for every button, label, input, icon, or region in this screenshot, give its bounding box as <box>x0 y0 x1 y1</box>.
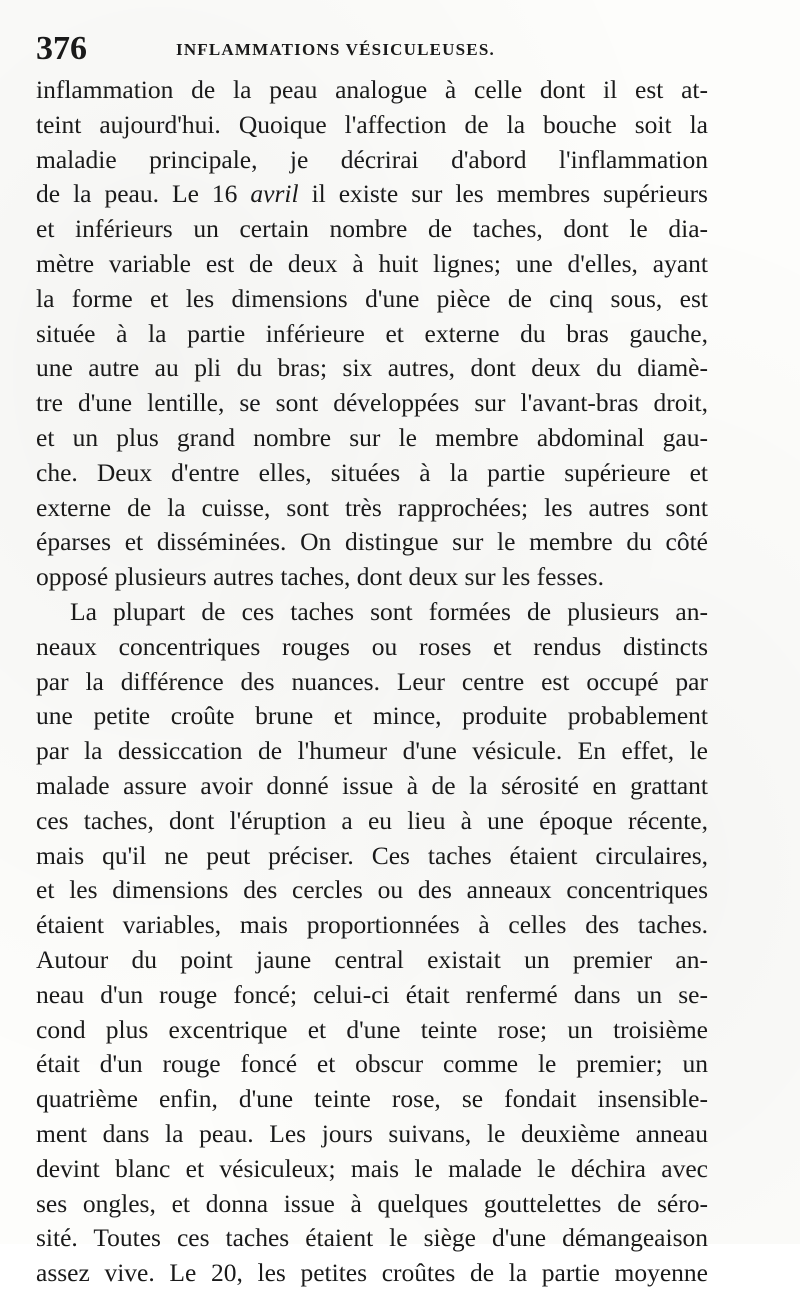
text-line: éparses et disséminées. On distingue sur le membre du côté <box>36 527 708 557</box>
text-line: ment dans la peau. Les jours suivans, le deuxième anneau <box>36 1118 708 1148</box>
text-line: La plupart de ces taches sont formées de plusieurs an- <box>70 596 708 626</box>
text-line: était d'un rouge foncé et obscur comme le premier; un <box>36 1049 708 1079</box>
running-title: INFLAMMATIONS VÉSICULEUSES. <box>176 40 495 59</box>
text-line: neaux concentriques rouges ou roses et rendus distincts <box>36 631 708 661</box>
text-line: inflammation de la peau analogue à celle dont il est at- <box>36 75 708 104</box>
text-line: opposé plusieurs autres taches, dont deux sur les fesses. <box>36 562 604 592</box>
text-line: externe de la cuisse, sont très rapprochées; les autres sont <box>36 492 708 522</box>
bleed-through-smudge <box>40 1192 720 1226</box>
text-line: teint aujourd'hui. Quoique l'affection de la bouche soit la <box>36 109 708 139</box>
text-line: maladie principale, je décrirai d'abord l'inflammation <box>36 144 708 174</box>
text-line: une petite croûte brune et mince, produite probablement <box>36 701 708 731</box>
text-line: de la peau. Le 16 avril il existe sur les membres supérieurs <box>36 179 708 209</box>
text-line: et un plus grand nombre sur le membre abdominal gau- <box>36 422 708 452</box>
text-line: Autour du point jaune central existait un premier an- <box>36 944 708 974</box>
text-line: et les dimensions des cercles ou des anneaux concentriques <box>36 875 708 905</box>
text-line: che. Deux d'entre elles, situées à la partie supérieure et <box>36 457 708 487</box>
body-text <box>36 73 708 1291</box>
text-line: par la différence des nuances. Leur centre est occupé par <box>36 666 708 696</box>
text-line: tre d'une lentille, se sont développées sur l'avant-bras droit, <box>36 388 708 418</box>
text-line: neau d'un rouge foncé; celui-ci était renfermé dans un se- <box>36 979 708 1009</box>
text-line: ses ongles, et donna issue à quelques gouttelettes de séro- <box>36 1188 708 1218</box>
page-number: 376 <box>36 30 87 67</box>
text-line: une autre au pli du bras; six autres, dont deux du diamè- <box>36 353 708 383</box>
text-line: mais qu'il ne peut préciser. Ces taches étaient circulaires, <box>36 840 708 870</box>
text-line: assez vive. Le 20, les petites croûtes de la partie moyenne <box>36 1258 708 1288</box>
page-header <box>36 30 716 70</box>
text-line: par la dessiccation de l'humeur d'une vésicule. En effet, le <box>36 736 708 766</box>
text-line: quatrième enfin, d'une teinte rose, se fondait insensible- <box>36 1084 708 1114</box>
text-line: ces taches, dont l'éruption a eu lieu à une époque récente, <box>36 805 708 835</box>
text-line: mètre variable est de deux à huit lignes; une d'elles, ayant <box>36 248 708 278</box>
text-line: devint blanc et vésiculeux; mais le malade le déchira avec <box>36 1153 708 1183</box>
text-line: la forme et les dimensions d'une pièce de cinq sous, est <box>36 283 708 313</box>
text-line: cond plus excentrique et d'une teinte rose; un troisième <box>36 1014 708 1044</box>
text-line: sité. Toutes ces taches étaient le siège d'une démangeaison <box>36 1223 708 1253</box>
text-line: malade assure avoir donné issue à de la sérosité en grattant <box>36 770 708 800</box>
text-line: et inférieurs un certain nombre de taches, dont le dia- <box>36 214 708 244</box>
text-line: étaient variables, mais proportionnées à celles des taches. <box>36 910 708 940</box>
text-line: située à la partie inférieure et externe du bras gauche, <box>36 318 708 348</box>
emphasis: avril <box>250 179 299 209</box>
